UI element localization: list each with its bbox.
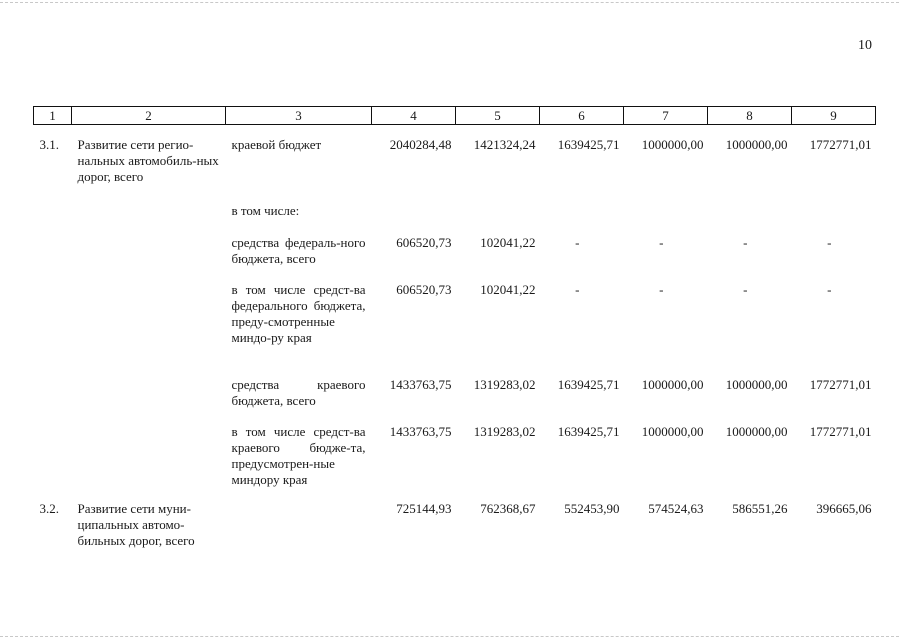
value-cell: 1000000,00 xyxy=(725,137,788,152)
table-row xyxy=(34,501,876,561)
row-source: средства краевого бюджета, всего xyxy=(231,377,366,408)
scan-edge-bottom xyxy=(0,636,899,637)
value-cell: 1421324,24 xyxy=(473,137,536,152)
value-cell: 2040284,48 xyxy=(389,137,452,152)
page-number: 10 xyxy=(858,38,872,53)
row-source: в том числе средст-ва федерального бюджета, преду-смотренные миндо-ру края xyxy=(231,282,366,345)
column-header: 1 xyxy=(34,107,72,125)
value-cell: 1000000,00 xyxy=(641,377,704,392)
value-cell: 1000000,00 xyxy=(641,137,704,152)
table-row xyxy=(34,282,876,377)
value-cell: 1000000,00 xyxy=(641,424,704,439)
row-source: в том числе средст-ва краевого бюдже-та, предусмотрен-ные миндору края xyxy=(231,424,366,487)
row-name: Развитие сети муни-ципальных автомо-бильных дорог, всего xyxy=(77,501,195,548)
value-cell: 606520,73 xyxy=(396,282,452,297)
value-cell: - xyxy=(575,282,580,297)
value-cell: 1000000,00 xyxy=(725,424,788,439)
value-cell: 1772771,01 xyxy=(809,377,872,392)
value-cell: 606520,73 xyxy=(396,235,452,250)
value-cell: 102041,22 xyxy=(480,235,536,250)
column-header: 2 xyxy=(72,107,226,125)
value-cell: - xyxy=(827,282,832,297)
value-cell: 102041,22 xyxy=(480,282,536,297)
budget-table xyxy=(33,106,876,561)
column-header: 8 xyxy=(708,107,792,125)
column-header: 9 xyxy=(792,107,876,125)
value-cell: - xyxy=(827,235,832,250)
value-cell: 574524,63 xyxy=(648,501,704,516)
value-cell: 1772771,01 xyxy=(809,424,872,439)
value-cell: - xyxy=(575,235,580,250)
value-cell: 1639425,71 xyxy=(557,424,620,439)
column-header: 3 xyxy=(226,107,372,125)
value-cell: 1319283,02 xyxy=(473,424,536,439)
column-header: 7 xyxy=(624,107,708,125)
column-header: 4 xyxy=(372,107,456,125)
value-cell: - xyxy=(743,235,748,250)
value-cell: 1639425,71 xyxy=(557,377,620,392)
value-cell: 762368,67 xyxy=(480,501,536,516)
row-source: в том числе: xyxy=(231,203,300,218)
row-name: Развитие сети регио-нальных автомобиль-ных дорог, всего xyxy=(77,137,219,184)
value-cell: - xyxy=(659,282,664,297)
value-cell: 1433763,75 xyxy=(389,424,452,439)
value-cell: 1000000,00 xyxy=(725,377,788,392)
row-source: краевой бюджет xyxy=(231,137,322,152)
row-source xyxy=(226,501,372,561)
value-cell: 1319283,02 xyxy=(473,377,536,392)
column-header: 5 xyxy=(456,107,540,125)
value-cell: 1639425,71 xyxy=(557,137,620,152)
value-cell: 586551,26 xyxy=(732,501,788,516)
value-cell: 725144,93 xyxy=(396,501,452,516)
table-row xyxy=(34,377,876,424)
table-header-row xyxy=(34,107,876,125)
table-row xyxy=(34,235,876,282)
row-code: 3.2. xyxy=(39,501,59,516)
value-cell: 1433763,75 xyxy=(389,377,452,392)
row-source: средства федераль-ного бюджета, всего xyxy=(231,235,366,266)
column-header: 6 xyxy=(540,107,624,125)
value-cell: 552453,90 xyxy=(564,501,620,516)
value-cell: - xyxy=(659,235,664,250)
value-cell: - xyxy=(743,282,748,297)
value-cell: 396665,06 xyxy=(816,501,872,516)
table-row xyxy=(34,424,876,501)
table-row xyxy=(34,125,876,204)
scan-edge-top xyxy=(0,2,899,3)
row-code: 3.1. xyxy=(39,137,59,152)
table-row xyxy=(34,203,876,235)
value-cell: 1772771,01 xyxy=(809,137,872,152)
